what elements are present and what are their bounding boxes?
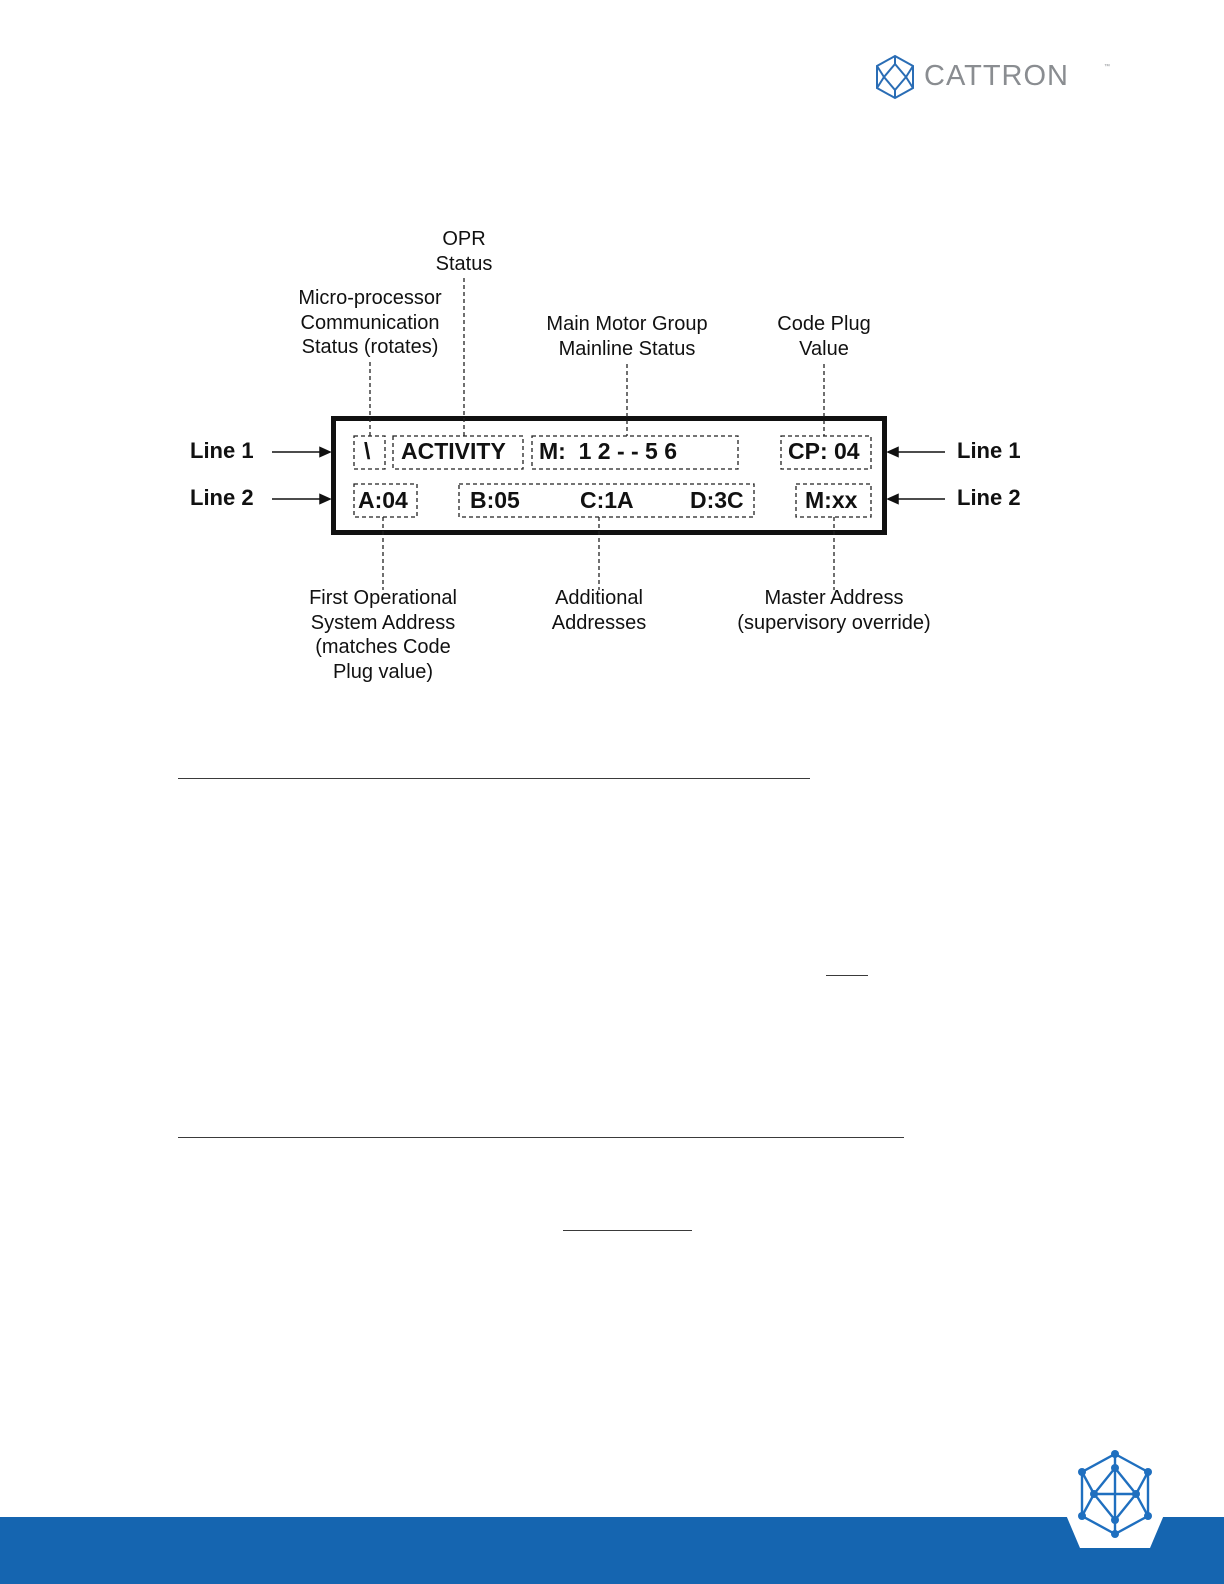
lcd-activity: ACTIVITY	[401, 438, 506, 464]
side-label-right-line2: Line 2	[957, 485, 1021, 510]
divider-rule-1	[178, 778, 810, 779]
callout-additional-addresses	[519, 586, 679, 635]
side-label-left-line2: Line 2	[190, 485, 254, 510]
lcd-address-c: C:1A	[580, 487, 634, 513]
box-rotate	[354, 436, 385, 469]
lcd-address-d: D:3C	[690, 487, 744, 513]
box-a	[354, 484, 417, 517]
callout-main-motor-group	[517, 312, 737, 361]
lcd-address-b: B:05	[470, 487, 520, 513]
callout-master-line2: (supervisory override)	[737, 611, 931, 634]
callout-additional-line2: Addresses	[551, 611, 647, 634]
cattron-logo-icon	[874, 54, 916, 100]
box-motor	[532, 436, 738, 469]
callout-motor-line2: Mainline Status	[558, 337, 696, 360]
callout-additional-line1: Additional	[555, 587, 643, 609]
callout-first-line2: System Address	[310, 611, 456, 634]
callout-microprocessor-status	[270, 286, 470, 360]
callout-first-line4: Plug value)	[332, 660, 434, 683]
callout-opr-status	[414, 227, 514, 276]
box-codeplug	[781, 436, 871, 469]
callout-first-operational-address	[283, 586, 483, 684]
trademark-symbol: ™	[1104, 64, 1110, 70]
callout-micro-line2: Communication	[300, 311, 440, 334]
callout-codeplug-line1: Code Plug	[777, 313, 871, 335]
box-m	[796, 484, 871, 517]
divider-rule-4	[563, 1230, 692, 1231]
lcd-frame	[334, 419, 885, 533]
callout-master-line1: Master Address	[764, 587, 904, 609]
callout-micro-line3: Status (rotates)	[301, 336, 439, 358]
side-label-left-line1: Line 1	[190, 438, 254, 463]
divider-rule-2	[826, 975, 868, 976]
lcd-rotate-indicator: \	[364, 438, 371, 464]
callout-first-line1: First Operational	[309, 587, 457, 609]
divider-rule-3	[178, 1137, 904, 1138]
display-diagram	[0, 0, 1224, 720]
callout-motor-line1: Main Motor Group	[546, 313, 708, 335]
lcd-master-address: M:xx	[805, 487, 858, 513]
box-bcd	[459, 484, 754, 517]
cattron-logo	[874, 54, 1114, 102]
diagram-lines	[0, 0, 1224, 720]
footer-cattron-emblem	[1058, 1440, 1172, 1552]
callout-opr-line2: Status	[435, 252, 493, 275]
callout-code-plug-value	[754, 312, 894, 361]
callout-opr-line1: OPR	[442, 228, 486, 250]
callout-first-line3: (matches Code	[315, 636, 451, 658]
side-label-right-line1: Line 1	[957, 438, 1021, 463]
callout-master-address	[714, 586, 954, 635]
lcd-address-a: A:04	[358, 487, 408, 513]
footer-band	[0, 1517, 1224, 1584]
callout-codeplug-line2: Value	[799, 337, 849, 360]
lcd-code-plug: CP: 04	[788, 438, 860, 464]
lcd-motor-status: M: 1 2 - - 5 6	[539, 438, 678, 464]
callout-micro-line1: Micro-processor	[298, 287, 442, 309]
box-activity	[393, 436, 523, 469]
cattron-wordmark: CATTRON	[924, 60, 1070, 92]
